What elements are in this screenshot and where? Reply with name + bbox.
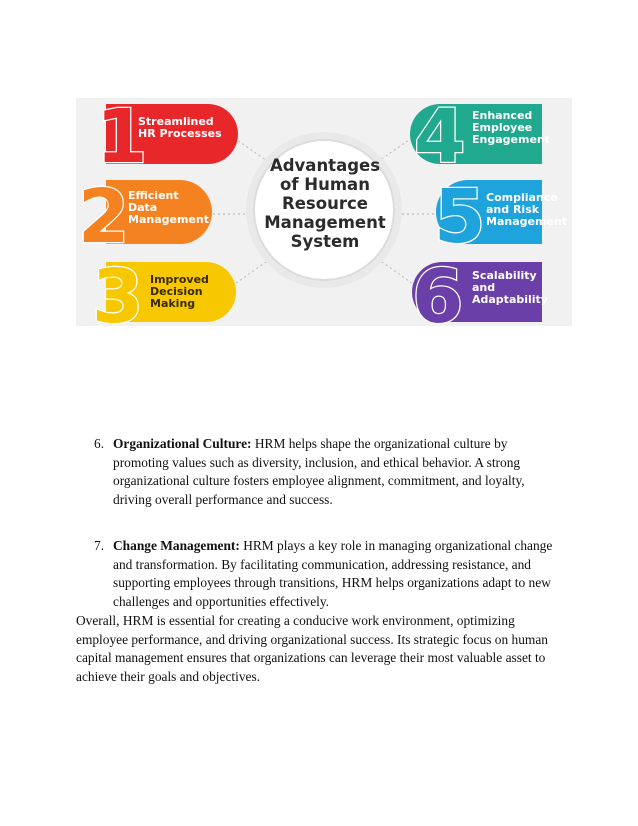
list-item bbox=[94, 537, 560, 611]
item-5-label: Compliance and Risk Management bbox=[486, 191, 567, 228]
number-2: 2 bbox=[78, 174, 130, 260]
list-number: 7. bbox=[94, 538, 105, 553]
number-5: 5 bbox=[434, 174, 486, 260]
item-6-label: Scalability and Adaptability bbox=[472, 269, 548, 306]
list-term: Organizational Culture: bbox=[113, 436, 252, 451]
number-1: 1 bbox=[96, 98, 148, 180]
list-text: HRM helps shape the organizational culture by promoting values such as diversity, inclusion, and ethical behavior. A strong organizational culture fosters employee alignment, commitment, and loyalty, driving overall performance and success. bbox=[113, 436, 525, 507]
list-text: HRM plays a key role in managing organizational change and transformation. By facilitating communication, addressing resistance, and supporting employees through transitions, HRM helps organizations adapt to new challenges and opportunities effectively. bbox=[113, 538, 553, 609]
item-1-label: Streamlined HR Processes bbox=[138, 115, 222, 140]
number-4: 4 bbox=[414, 98, 466, 180]
list-term: Change Management: bbox=[113, 538, 240, 553]
list-number: 6. bbox=[94, 436, 105, 451]
infographic-title: Advantages of Human Resource Management System bbox=[264, 156, 386, 251]
item-2-label: Efficient Data Management bbox=[128, 189, 209, 226]
number-6: 6 bbox=[412, 254, 464, 326]
conclusion-paragraph: Overall, HRM is essential for creating a conducive work environment, optimizing employee performance, and driving organizational success. Its strategic focus on human capital management ensures that organizations can leverage their most valuable asset to achieve their goals and objectives. bbox=[76, 613, 548, 684]
list-item bbox=[94, 435, 560, 509]
number-3: 3 bbox=[92, 254, 144, 326]
hrm-advantages-infographic bbox=[76, 98, 572, 326]
item-3-label: Improved Decision Making bbox=[150, 273, 209, 310]
item-4-label: Enhanced Employee Engagement bbox=[472, 109, 550, 146]
